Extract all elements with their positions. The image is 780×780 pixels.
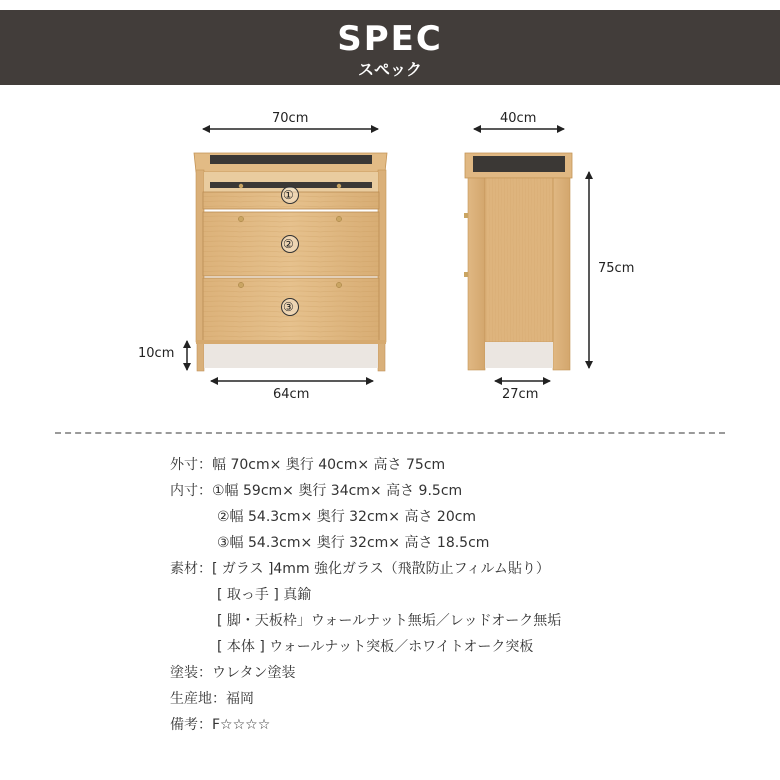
spec-inner-value-3: ③幅 54.3cm× 奥行 32cm× 高さ 18.5cm	[217, 535, 490, 551]
leg-height-label: 10cm	[138, 346, 175, 361]
side-height-label: 75cm	[598, 261, 635, 276]
front-glass	[210, 155, 372, 164]
front-shadow	[204, 342, 378, 368]
spec-material-3	[217, 608, 561, 634]
spec-outer-size	[170, 452, 445, 478]
spec-material-label: 素材：	[170, 561, 212, 577]
spec-material-value-3: [ 脚・天板枠」ウォールナット無垢／レッドオーク無垢	[217, 613, 562, 629]
spec-note-label: 備考：	[170, 717, 212, 733]
spec-inner-size	[170, 478, 462, 504]
drawer-3-number: ③	[283, 300, 294, 314]
spec-origin	[170, 686, 254, 712]
front-width-label: 70cm	[272, 111, 309, 126]
spec-inner-label: 内寸：	[170, 483, 212, 499]
section-divider	[55, 432, 725, 434]
spec-inner-size-2	[217, 504, 476, 530]
front-view	[187, 129, 387, 381]
side-glass	[473, 156, 565, 172]
side-front-post	[468, 178, 485, 370]
side-depth-label: 40cm	[500, 111, 537, 126]
spec-paint-value: ウレタン塗装	[212, 665, 296, 681]
front-inner-width-label: 64cm	[273, 387, 310, 402]
spec-outer-value: 幅 70cm× 奥行 40cm× 高さ 75cm	[212, 457, 446, 473]
spec-outer-label: 外寸：	[170, 457, 212, 473]
spec-note	[170, 712, 270, 738]
drawer-2-number: ②	[283, 237, 294, 251]
spec-inner-value-2: ②幅 54.3cm× 奥行 32cm× 高さ 20cm	[217, 509, 477, 525]
spec-paint	[170, 660, 295, 686]
spec-note-value: F☆☆☆☆	[212, 717, 271, 733]
side-view	[464, 129, 589, 381]
spec-origin-label: 生産地：	[170, 691, 226, 707]
spec-material-2	[217, 582, 311, 608]
spec-origin-value: 福岡	[226, 691, 254, 707]
drawer-1-number: ①	[283, 188, 294, 202]
spec-material-4	[217, 634, 533, 660]
header-title: SPEC	[337, 19, 443, 59]
spec-material-value-1: [ ガラス ]4mm 強化ガラス（飛散防止フィルム貼り）	[212, 561, 550, 577]
spec-material-value-4: [ 本体 ] ウォールナット突板／ホワイトオーク突板	[217, 639, 534, 655]
side-inner-depth-label: 27cm	[502, 387, 539, 402]
spec-paint-label: 塗装：	[170, 665, 212, 681]
spec-inner-value-1: ①幅 59cm× 奥行 34cm× 高さ 9.5cm	[212, 483, 463, 499]
spec-material-value-2: [ 取っ手 ] 真鍮	[217, 587, 312, 603]
side-back-post	[553, 178, 570, 370]
spec-material	[170, 556, 550, 582]
header-subtitle: スペック	[357, 60, 422, 79]
spec-inner-size-3	[217, 530, 489, 556]
